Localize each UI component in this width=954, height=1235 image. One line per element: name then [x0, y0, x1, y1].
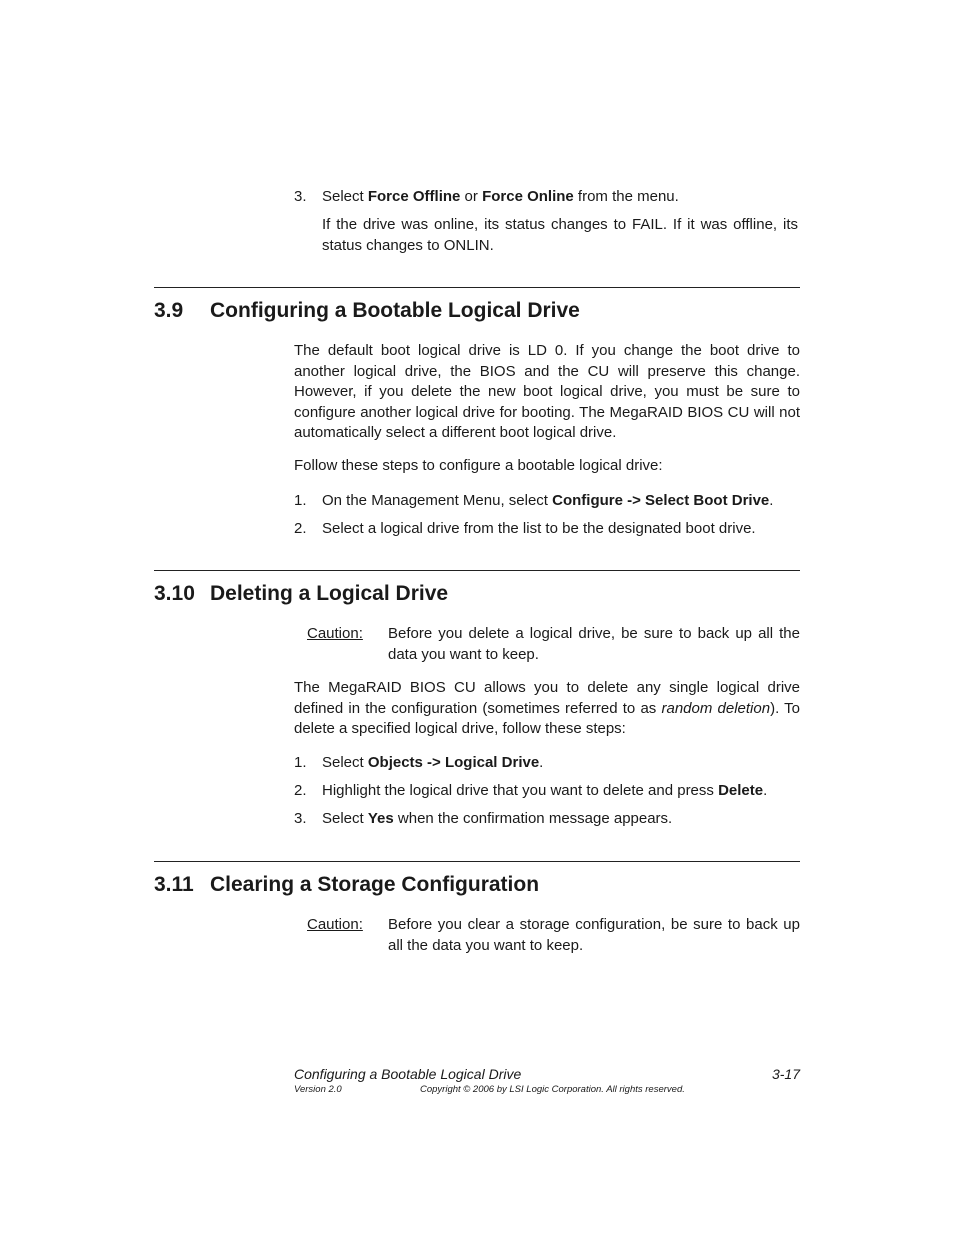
section-divider [154, 570, 800, 571]
page-number: 3-17 [771, 1066, 800, 1082]
list-item: 3. Select Force Offline or Force Online from the menu. [294, 187, 804, 208]
list-item: 2. Highlight the logical drive that you want to delete and press Delete. [294, 782, 768, 799]
caution-text: Before you delete a logical drive, be sure to back up all the data you want to keep. [388, 625, 800, 663]
list-item: 1. On the Management Menu, select Configure -> Select Boot Drive. [294, 492, 774, 509]
caution-text: Before you clear a storage configuration, be sure to back up all the data you want to keep. [388, 916, 800, 954]
section-heading: 3.11 Clearing a Storage Configuration [154, 873, 540, 896]
paragraph: The default boot logical drive is LD 0. If you change the boot drive to another logical drive, the BIOS and the CU will preserve this change. However, if you delete the new boot logical drive, you must be sure to configure another logical drive for booting. The MegaRAID BIOS CU will not automatically select a different boot logical drive. [294, 342, 800, 441]
section-divider [154, 861, 800, 862]
footer-version: Version 2.0 [294, 1084, 342, 1095]
caution-label: Caution: [307, 625, 363, 642]
paragraph: Follow these steps to configure a bootable logical drive: [294, 457, 663, 474]
footer-copyright: Copyright © 2006 by LSI Logic Corporation. All rights reserved. [420, 1084, 685, 1095]
footer-title: Configuring a Bootable Logical Drive [294, 1066, 522, 1082]
list-item: 1. Select Objects -> Logical Drive. [294, 754, 544, 771]
list-item: 3. Select Yes when the confirmation message appears. [294, 810, 673, 827]
step-note: If the drive was online, its status changes to FAIL. If it was offline, its status changes to ONLIN. [322, 216, 798, 254]
paragraph: The MegaRAID BIOS CU allows you to delete any single logical drive defined in the configuration (sometimes referred to as random deletion). To delete a specified logical drive, follow these steps: [294, 679, 800, 737]
section-heading: 3.9 Configuring a Bootable Logical Drive [154, 299, 580, 322]
section-divider [154, 287, 800, 288]
caution-label: Caution: [307, 916, 363, 933]
section-heading: 3.10 Deleting a Logical Drive [154, 582, 449, 605]
step-number: 3. [294, 188, 307, 205]
list-item: 2. Select a logical drive from the list to be the designated boot drive. [294, 520, 756, 537]
